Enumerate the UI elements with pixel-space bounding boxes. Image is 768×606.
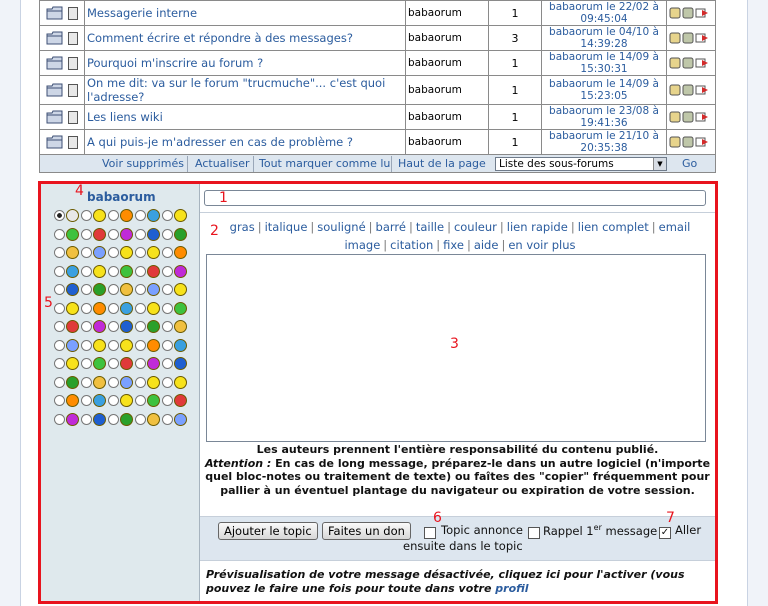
smiley-radio[interactable] [81,358,92,369]
toolbar-separator: | [368,220,373,234]
smiley-radio[interactable] [135,303,146,314]
topic-replies: 1 [489,105,542,130]
show-deleted-link[interactable]: Voir supprimés [102,157,184,170]
smiley-icon [120,320,133,333]
smiley-radio[interactable] [108,414,119,425]
topic-author: babaorum [406,130,489,155]
toolbar-email-button[interactable]: email [658,220,691,234]
smiley-radio[interactable] [162,229,173,240]
posting-warning [204,443,711,497]
smiley-radio[interactable] [108,303,119,314]
smiley-icon [174,357,187,370]
preview-text: Prévisualisation de votre message désactivée, cliquez ici pour l'activer (vous pouvez le faire une fois pour toute dans votre [206,568,685,595]
smiley-icon [93,209,106,222]
smiley-icon [120,339,133,352]
smiley-icon [147,265,160,278]
smiley-icon [120,265,133,278]
smiley-icon [120,357,133,370]
smiley-icon [66,357,79,370]
smiley-radio[interactable] [81,395,92,406]
smiley-icon [66,320,79,333]
topic-row[interactable] [40,1,716,26]
last-post-author-date: babaorum le 21/10 à [549,130,659,142]
folder-icon [46,83,63,97]
toolbar-lien-complet-button[interactable]: lien complet [577,220,649,234]
smiley-row [54,353,194,372]
smiley-row [54,298,194,317]
toolbar-separator: | [310,220,315,234]
reply-form-frame [38,181,718,604]
smiley-radio[interactable] [81,266,92,277]
smiley-icon [93,357,106,370]
smiley-icon [93,413,106,426]
reminder-sup: er [593,523,602,532]
topic-author: babaorum [406,105,489,130]
smiley-radio[interactable] [54,303,65,314]
smiley-icon [66,228,79,241]
topic-action-icons[interactable] [669,6,709,20]
divider [187,156,188,172]
smiley-icon [147,302,160,315]
right-margin [747,0,768,606]
goto-topic-checkbox[interactable]: ✓ [660,527,670,538]
profile-link[interactable]: profil [495,581,529,595]
smiley-radio[interactable] [135,340,146,351]
smiley-panel [41,184,200,601]
smiley-radio[interactable] [162,395,173,406]
toolbar-separator: | [501,238,506,252]
reminder-checkbox[interactable] [528,527,540,539]
smiley-row [54,390,194,409]
document-icon [68,84,78,97]
smiley-radio[interactable] [81,210,92,221]
topic-row[interactable] [40,130,716,155]
topic-row[interactable] [40,105,716,130]
toolbar-gras-button[interactable]: gras [229,220,255,234]
smiley-radio[interactable] [54,284,65,295]
smiley-radio[interactable] [108,210,119,221]
reminder-label [543,523,657,538]
topic-row[interactable] [40,26,716,51]
donate-button[interactable]: Faites un don [322,522,411,540]
smiley-icon [93,320,106,333]
topic-icons [40,105,85,130]
toolbar-aide-button[interactable]: aide [473,238,499,252]
divider [200,212,715,213]
topic-actions [667,105,716,130]
topic-title-link[interactable]: A qui puis-je m'adresser en cas de problème ? [85,130,406,155]
forum-nav-bar [39,154,716,173]
smiley-icon [174,394,187,407]
folder-icon [46,56,63,70]
last-post-author-date: babaorum le 04/10 à [549,26,659,38]
smiley-icon [147,339,160,352]
smiley-icon [147,376,160,389]
smiley-icon [147,283,160,296]
smiley-radio[interactable] [162,377,173,388]
last-post-time: 15:30:31 [580,63,628,75]
smiley-icon [174,246,187,259]
marker-2: 2 [210,223,219,239]
left-margin [0,0,21,606]
topic-action-icons[interactable] [669,31,709,45]
reminder-label-text: Rappel 1 [543,523,594,538]
smiley-radio[interactable] [162,247,173,258]
smiley-icon [66,246,79,259]
smiley-radio[interactable] [162,210,173,221]
toolbar-separator: | [570,220,575,234]
smiley-icon [174,265,187,278]
marker-1: 1 [219,190,228,206]
attention-text [204,457,711,498]
smiley-icon [120,283,133,296]
refresh-link[interactable]: Actualiser [195,157,250,170]
smiley-icon [66,376,79,389]
topic-last-post[interactable] [542,1,667,26]
smiley-icon [66,302,79,315]
smiley-radio[interactable] [108,377,119,388]
smiley-radio[interactable] [108,266,119,277]
toolbar-citation-button[interactable]: citation [390,238,434,252]
smiley-row [54,261,194,280]
smiley-radio[interactable] [135,210,146,221]
smiley-radio[interactable] [81,229,92,240]
smiley-radio[interactable] [135,358,146,369]
toolbar-separator: | [499,220,504,234]
smiley-radio[interactable] [108,340,119,351]
topic-replies: 1 [489,130,542,155]
smiley-radio[interactable] [81,303,92,314]
add-topic-button[interactable]: Ajouter le topic [218,522,318,540]
toolbar-separator: | [408,220,413,234]
topic-title-input[interactable] [204,190,706,206]
smiley-radio[interactable] [135,395,146,406]
smiley-icon [66,209,79,222]
topic-action-icons[interactable] [669,83,709,97]
last-post-time: 19:41:36 [580,117,628,129]
topic-author: babaorum [406,1,489,26]
topic-replies: 1 [489,51,542,76]
topic-action-icons[interactable] [669,135,709,149]
topic-icons [40,130,85,155]
topic-replies: 1 [489,1,542,26]
smiley-radio[interactable] [162,303,173,314]
toolbar-separator: | [436,238,441,252]
topic-replies: 1 [489,76,542,105]
topic-last-post[interactable] [542,26,667,51]
smiley-radio[interactable] [108,358,119,369]
smiley-icon [66,413,79,426]
topic-title-link[interactable]: Messagerie interne [85,1,406,26]
smiley-radio[interactable] [54,247,65,258]
smiley-icon [174,339,187,352]
smiley-radio[interactable] [135,284,146,295]
smiley-icon [120,246,133,259]
smiley-icon [174,376,187,389]
smiley-icon [120,413,133,426]
toolbar-lien-rapide-button[interactable]: lien rapide [506,220,568,234]
marker-4: 4 [75,183,84,199]
smiley-icon [120,302,133,315]
marker-3: 3 [450,336,459,352]
smiley-icon [93,394,106,407]
last-post-author-date: babaorum le 22/02 à [549,1,659,13]
toolbar-fixe-button[interactable]: fixe [443,238,464,252]
smiley-radio[interactable] [54,358,65,369]
subforums-select-value: Liste des sous-forums [499,158,614,170]
smiley-row [54,279,194,298]
smiley-radio[interactable] [81,414,92,425]
smiley-icon [174,320,187,333]
folder-icon [46,6,63,20]
marker-6: 6 [433,510,442,526]
folder-icon [46,135,63,149]
smiley-radio[interactable] [108,395,119,406]
topic-actions [667,26,716,51]
topic-actions [667,130,716,155]
topic-last-post[interactable] [542,130,667,155]
smiley-radio[interactable] [81,247,92,258]
preview-notice [206,568,711,595]
smiley-radio[interactable] [81,377,92,388]
smiley-radio[interactable] [135,229,146,240]
smiley-radio[interactable] [135,414,146,425]
topic-row[interactable] [40,51,716,76]
topic-icons [40,76,85,105]
smiley-radio[interactable] [81,340,92,351]
smiley-radio[interactable] [54,321,65,332]
last-post-time: 09:45:04 [580,13,628,25]
topic-last-post[interactable] [542,76,667,105]
smiley-icon [147,246,160,259]
smiley-icon [174,413,187,426]
smiley-icon [174,302,187,315]
smiley-icon [93,283,106,296]
smiley-radio[interactable] [135,377,146,388]
topic-last-post[interactable] [542,105,667,130]
smiley-icon [93,376,106,389]
toolbar-separator: | [383,238,388,252]
smiley-radio[interactable] [54,340,65,351]
folder-icon [46,31,63,45]
mark-all-read-link[interactable]: Tout marquer comme lu [259,157,391,170]
toolbar-separator: | [466,238,471,252]
smiley-radio[interactable] [54,210,65,221]
smiley-icon [66,339,79,352]
smiley-radio[interactable] [162,340,173,351]
smiley-radio[interactable] [108,229,119,240]
smiley-icon [147,320,160,333]
smiley-radio[interactable] [54,266,65,277]
smiley-radio[interactable] [162,284,173,295]
smiley-icon [93,339,106,352]
last-post-author-date: babaorum le 14/09 à [549,51,659,63]
topic-title-link[interactable]: On me dit: va sur le forum "trucmuche"... c'est quoi l'adresse? [85,76,406,105]
smiley-icon [147,413,160,426]
smiley-row [54,224,194,243]
smiley-radio[interactable] [162,266,173,277]
smiley-grid [54,205,194,427]
announce-label: Topic annonce [441,523,523,537]
topic-author: babaorum [406,51,489,76]
smiley-row [54,316,194,335]
last-post-time: 14:39:28 [580,38,628,50]
topic-title-link[interactable]: Pourquoi m'inscrire au forum ? [85,51,406,76]
smiley-icon [93,265,106,278]
toolbar-souligné-button[interactable]: souligné [317,220,366,234]
topic-row[interactable] [40,76,716,105]
chevron-down-icon: ▼ [653,158,666,170]
topic-actions [667,1,716,26]
smiley-icon [93,246,106,259]
smiley-row [54,372,194,391]
smiley-icon [120,209,133,222]
marker-5: 5 [44,295,53,311]
smiley-radio[interactable] [108,284,119,295]
smiley-icon [120,228,133,241]
toolbar-italique-button[interactable]: italique [264,220,308,234]
goto-label-a: Aller [675,523,702,537]
topic-actions [667,76,716,105]
document-icon [68,7,78,20]
topic-icons [40,51,85,76]
top-of-page-link[interactable]: Haut de la page [398,157,486,170]
smiley-row [54,242,194,261]
last-post-time: 20:35:38 [580,142,628,154]
toolbar-en-voir-plus-button[interactable]: en voir plus [508,238,576,252]
divider [253,156,254,172]
smiley-icon [147,394,160,407]
compose-panel [200,184,715,601]
smiley-icon [93,228,106,241]
smiley-icon [120,376,133,389]
smiley-radio[interactable] [162,414,173,425]
topic-author: babaorum [406,26,489,51]
document-icon [68,136,78,149]
toolbar-couleur-button[interactable]: couleur [453,220,497,234]
smiley-row [54,409,194,428]
last-post-time: 15:23:05 [580,90,628,102]
toolbar-separator: | [447,220,451,234]
smiley-radio[interactable] [135,247,146,258]
smiley-icon [66,265,79,278]
smiley-icon [66,283,79,296]
smiley-radio[interactable] [81,321,92,332]
smiley-radio[interactable] [108,321,119,332]
topic-action-icons[interactable] [669,110,709,124]
smiley-icon [147,357,160,370]
attention-body: En cas de long message, préparez-le dans un autre logiciel (n'importe quel bloc-notes ou traitement de texte) ou faîtes des "copier" fréquemment pour pallier à un éventuel plantage du navigateur ou expiration de votre session. [205,456,711,497]
smiley-icon [120,394,133,407]
toolbar-taille-button[interactable]: taille [415,220,445,234]
smiley-radio[interactable] [54,229,65,240]
disclaimer-text: Les auteurs prennent l'entière responsabilité du contenu publié. [256,443,659,456]
smiley-icon [174,209,187,222]
toolbar-image-button[interactable]: image [344,238,381,252]
smiley-row [54,335,194,354]
smiley-icon [174,228,187,241]
smiley-radio[interactable] [108,247,119,258]
topic-title-link[interactable]: Comment écrire et répondre à des messages? [85,26,406,51]
topic-author: babaorum [406,76,489,105]
attention-label: Attention : [204,456,272,470]
topic-replies: 3 [489,26,542,51]
smiley-row [54,205,194,224]
smiley-radio[interactable] [162,358,173,369]
topic-icons [40,1,85,26]
smiley-radio[interactable] [135,266,146,277]
smiley-icon [147,228,160,241]
document-icon [68,57,78,70]
last-post-author-date: babaorum le 14/09 à [549,78,659,90]
smiley-icon [93,302,106,315]
last-post-author-date: babaorum le 23/08 à [549,105,659,117]
topic-icons [40,26,85,51]
smiley-radio[interactable] [135,321,146,332]
goto-label-b: ensuite dans le topic [403,539,523,553]
toolbar-separator: | [651,220,656,234]
announce-checkbox[interactable] [424,527,436,539]
folder-icon [46,110,63,124]
topic-table [39,0,716,155]
smiley-radio[interactable] [54,395,65,406]
topic-title-link[interactable]: Les liens wiki [85,105,406,130]
smiley-icon [174,283,187,296]
smiley-radio[interactable] [54,377,65,388]
go-button[interactable]: Go [682,157,698,170]
topic-actions [667,51,716,76]
document-icon [68,32,78,45]
document-icon [68,111,78,124]
username: babaorum [87,190,156,204]
smiley-radio[interactable] [162,321,173,332]
smiley-radio[interactable] [81,284,92,295]
subforums-select[interactable] [495,157,667,171]
reminder-label-suffix: message [601,523,658,538]
smiley-radio[interactable] [54,414,65,425]
submit-bar [200,516,715,561]
smiley-icon [66,394,79,407]
format-toolbar [210,218,710,254]
topic-last-post[interactable] [542,51,667,76]
marker-7: 7 [666,510,675,526]
divider [391,156,392,172]
toolbar-separator: | [257,220,262,234]
topic-action-icons[interactable] [669,56,709,70]
smiley-icon [147,209,160,222]
toolbar-barré-button[interactable]: barré [375,220,406,234]
